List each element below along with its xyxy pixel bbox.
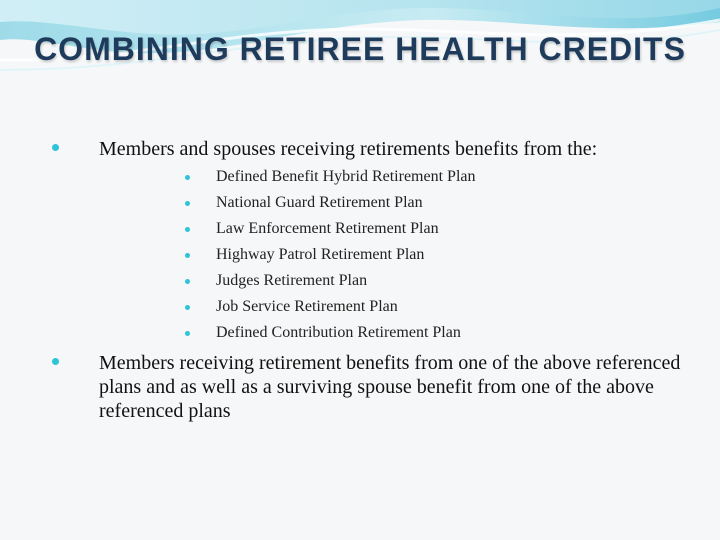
- sub-bullet-icon: [185, 279, 190, 284]
- plan-list-item: Defined Benefit Hybrid Retirement Plan: [216, 168, 476, 185]
- bullet-text: Members and spouses receiving retirements benefits from the:: [99, 138, 598, 160]
- bullet-text: Members receiving retirement benefits from one of the above referenced plans and as well as a surviving spouse benefit from one of the above referenced plans: [99, 352, 681, 422]
- sub-bullet-icon: [185, 201, 190, 206]
- plan-list-item: Job Service Retirement Plan: [216, 298, 398, 315]
- sub-bullet-icon: [185, 305, 190, 310]
- sub-bullet-icon: [185, 331, 190, 336]
- plan-list-item: Law Enforcement Retirement Plan: [216, 220, 439, 237]
- bullet-icon: [52, 358, 59, 365]
- sub-bullet-icon: [185, 253, 190, 258]
- plan-list-item: Highway Patrol Retirement Plan: [216, 246, 425, 263]
- plan-list-item: National Guard Retirement Plan: [216, 194, 423, 211]
- plan-list-item: Judges Retirement Plan: [216, 272, 368, 289]
- sub-bullet-icon: [185, 227, 190, 232]
- bullet-icon: [52, 144, 59, 151]
- plan-list-item: Defined Contribution Retirement Plan: [216, 324, 461, 341]
- sub-bullet-icon: [185, 175, 190, 180]
- slide-title: COMBINING RETIREE HEALTH CREDITS: [34, 31, 686, 67]
